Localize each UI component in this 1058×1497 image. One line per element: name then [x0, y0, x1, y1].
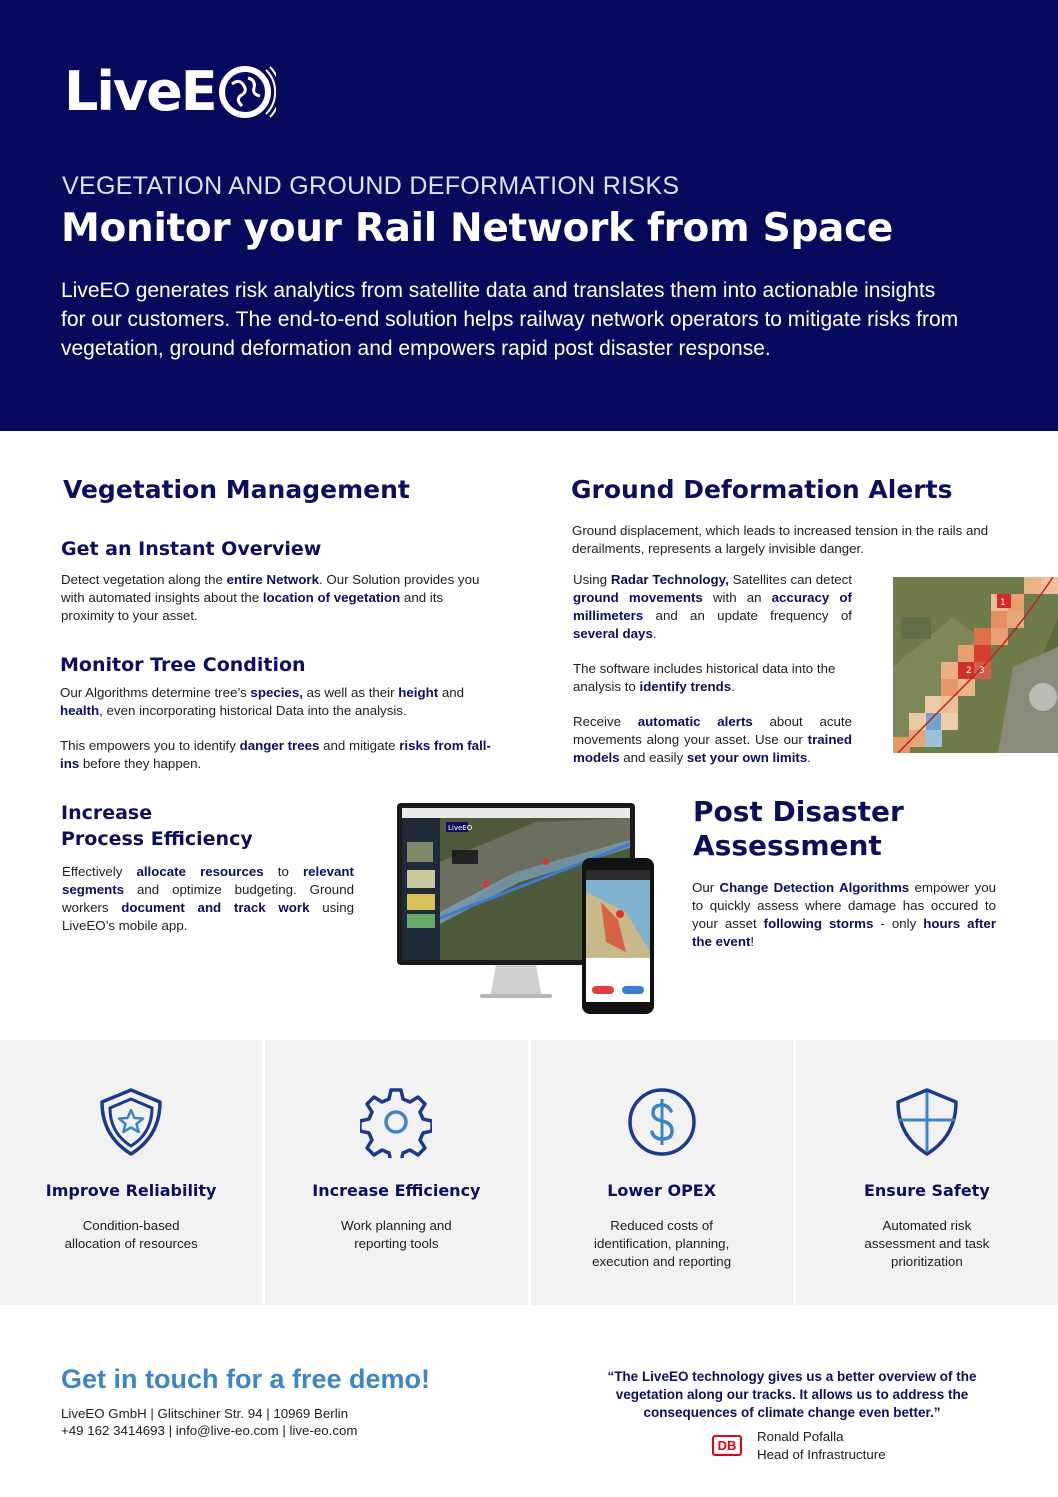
shield-star-icon	[96, 1086, 166, 1158]
benefit-title: Lower OPEX	[607, 1181, 717, 1200]
quote-author: Ronald Pofalla	[757, 1429, 844, 1444]
globe-o-icon	[218, 62, 276, 122]
benefit-efficiency	[265, 1040, 527, 1305]
map-label-2: 2	[966, 666, 972, 676]
quote-signature	[757, 1428, 886, 1464]
radar-text: Using Radar Technology, Satellites can detect ground movements with an accuracy of millimeters and an update frequency of several days.	[573, 572, 853, 641]
benefit-desc: Automated risk assessment and task prioritization	[864, 1218, 990, 1269]
benefit-desc: Condition-based allocation of resources	[64, 1218, 198, 1251]
vegetation-heading: Vegetation Management	[63, 475, 410, 504]
overview-text: Detect vegetation along the entire Network. Our Solution provides you with automated insights about the location of vegetation and its proximity to your asset.	[61, 572, 480, 623]
ground-lead: Ground displacement, which leads to increased tension in the rails and derailments, represents a largely invisible danger.	[572, 523, 989, 556]
benefits-row	[0, 1040, 1058, 1305]
db-logo: DB	[712, 1435, 742, 1456]
benefit-opex	[531, 1040, 793, 1305]
shield-cross-icon	[892, 1086, 962, 1158]
deformation-map-image	[893, 577, 1058, 753]
logo-wordmark: LiveE	[64, 60, 216, 123]
hero-eyebrow: VEGETATION AND GROUND DEFORMATION RISKS	[62, 172, 680, 200]
customer-quote: “The LiveEO technology gives us a better overview of the vegetation along our tracks. It allows us to address the consequences of climate change even better.”	[607, 1369, 977, 1420]
benefit-title: Ensure Safety	[863, 1181, 990, 1200]
tree-condition-text: Our Algorithms determine tree’s species, as well as their height and health, even incorporating historical Data into the analysis.	[60, 685, 465, 718]
process-text: Effectively allocate resources to relevant segments and optimize budgeting. Ground workers document and track work using LiveEO’s mobile app.	[62, 864, 355, 933]
liveeo-logo[interactable]	[64, 62, 276, 122]
map-label-3: 3	[979, 666, 985, 676]
benefit-desc: Reduced costs of identification, planning, execution and reporting	[592, 1218, 732, 1269]
page-title: Monitor your Rail Network from Space	[61, 206, 894, 251]
address: LiveEO GmbH | Glitschiner Str. 94 | 10969 Berlin	[61, 1406, 349, 1421]
demo-cta[interactable]: Get in touch for a free demo!	[61, 1364, 431, 1394]
map-label-1: 1	[1000, 598, 1006, 608]
trends-text: The software includes historical data into the analysis to identify trends.	[573, 661, 836, 694]
benefit-title: Improve Reliability	[45, 1181, 217, 1200]
app-logo-text: LiveEO	[448, 824, 473, 832]
process-heading: Increase Process Efficiency	[61, 802, 253, 850]
gear-icon	[360, 1086, 432, 1158]
tree-condition-heading: Monitor Tree Condition	[60, 654, 306, 676]
quote-role: Head of Infrastructure	[757, 1447, 886, 1462]
benefit-desc: Work planning and reporting tools	[341, 1218, 452, 1251]
overview-heading: Get an Instant Overview	[61, 538, 322, 560]
benefit-reliability	[0, 1040, 262, 1305]
ground-heading: Ground Deformation Alerts	[571, 475, 953, 504]
dollar-circle-icon	[626, 1086, 698, 1158]
post-disaster-text: Our Change Detection Algorithms empower you to quickly assess where damage has occured to your asset following storms - only hours after the event!	[692, 880, 997, 949]
danger-trees-text: This empowers you to identify danger trees and mitigate risks from fall-ins before they happen.	[60, 738, 491, 771]
hero-intro: LiveEO generates risk analytics from satellite data and translates them into actionable insights for our customers. The end-to-end solution helps railway network operators to mitigate risks from vegetation, ground deformation and empowers rapid post disaster response.	[61, 279, 959, 360]
alerts-text: Receive automatic alerts about acute movements along your asset. Use our trained models and easily set your own limits.	[573, 714, 852, 765]
benefit-title: Increase Efficiency	[312, 1181, 481, 1200]
devices-illustration	[396, 802, 658, 1018]
benefit-safety	[796, 1040, 1058, 1305]
post-disaster-heading: Post Disaster Assessment	[693, 795, 904, 862]
hero-banner	[0, 0, 1058, 431]
contact-info	[61, 1405, 358, 1439]
contact-links[interactable]: +49 162 3414693 | info@live-eo.com | live-eo.com	[61, 1423, 358, 1438]
